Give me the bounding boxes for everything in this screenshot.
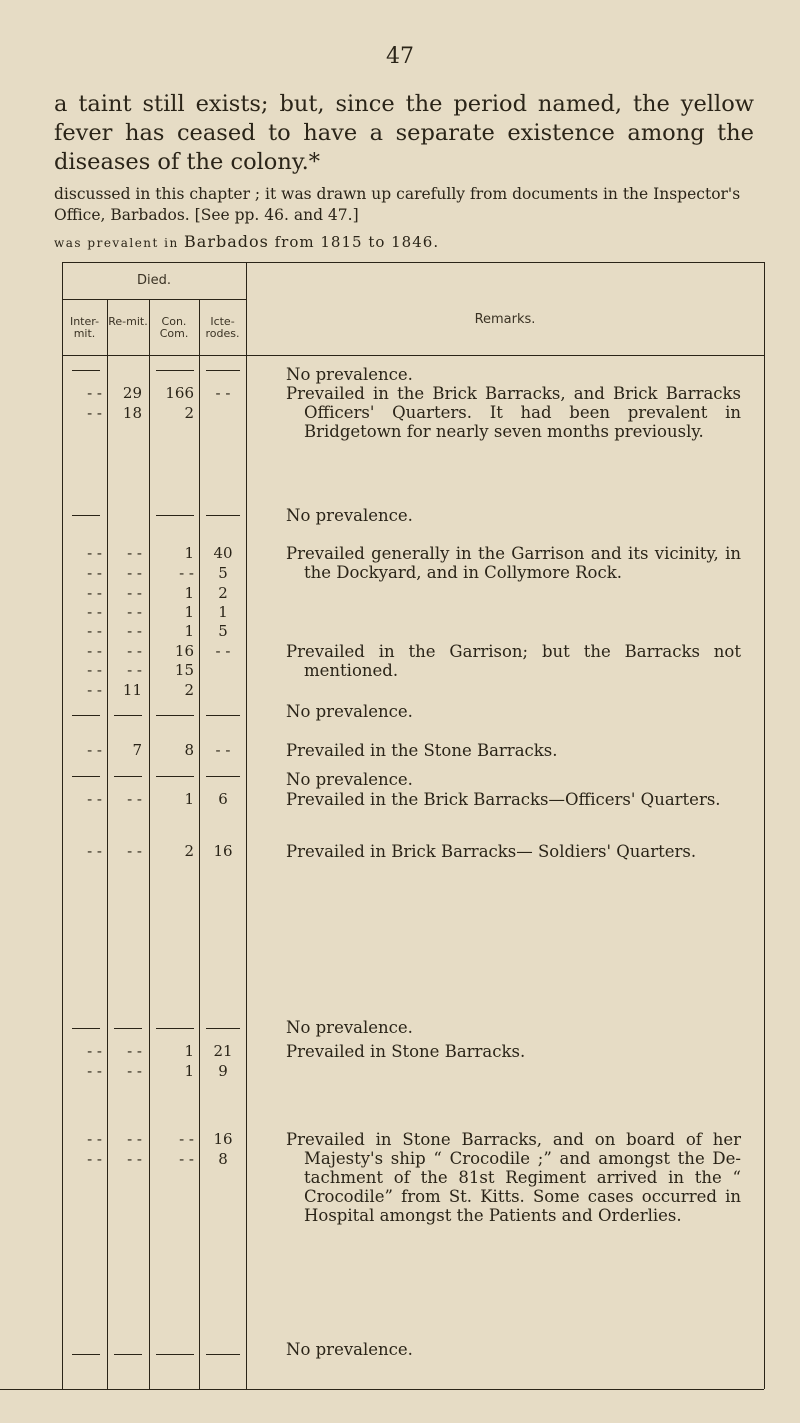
concom-cell: 2 bbox=[184, 404, 194, 422]
sep-dash bbox=[156, 776, 194, 777]
intermit-cell: - - bbox=[87, 603, 102, 621]
remark-text: Prevailed in the Garrison; but the Barracks not mentioned. bbox=[286, 642, 741, 680]
remit-cell: - - bbox=[127, 622, 142, 640]
concom-cell: - - bbox=[179, 1150, 194, 1168]
icterodes-cell: 40 bbox=[213, 544, 233, 562]
sep-dash bbox=[114, 1354, 142, 1355]
died-underline bbox=[62, 299, 246, 300]
intermit-cell: - - bbox=[87, 1130, 102, 1148]
caption-part2: from 1815 to 1846. bbox=[268, 233, 440, 251]
intermit-cell: - - bbox=[87, 1150, 102, 1168]
intermit-cell: - - bbox=[87, 404, 102, 422]
remit-cell: 7 bbox=[132, 741, 142, 759]
icterodes-cell: 6 bbox=[218, 790, 228, 808]
remark-row bbox=[286, 1018, 741, 1037]
sep-dash bbox=[156, 1028, 194, 1029]
sep-dash bbox=[156, 1354, 194, 1355]
col-header-remit: Re-mit. bbox=[108, 315, 148, 328]
sep-dash bbox=[114, 715, 142, 716]
sep-dash bbox=[156, 370, 194, 371]
remark-row bbox=[286, 384, 741, 441]
remark-text: No prevalence. bbox=[286, 365, 413, 384]
remark-row bbox=[286, 544, 741, 582]
remit-cell: - - bbox=[127, 603, 142, 621]
remit-cell: - - bbox=[127, 1042, 142, 1060]
table-top-rule bbox=[62, 262, 764, 263]
concom-cell: 1 bbox=[184, 544, 194, 562]
concom-cell: 2 bbox=[184, 842, 194, 860]
page-number: 47 bbox=[386, 44, 414, 69]
concom-cell: 1 bbox=[184, 1042, 194, 1060]
concom-cell: 16 bbox=[174, 642, 194, 660]
remark-text: Prevailed generally in the Garrison and its vicinity, in the Dockyard, and in Collymore Rock. bbox=[286, 544, 741, 582]
concom-cell: 1 bbox=[184, 790, 194, 808]
concom-cell: - - bbox=[179, 1130, 194, 1148]
icterodes-cell: 2 bbox=[218, 584, 228, 602]
remark-text: Prevailed in Stone Barracks, and on board of her Majesty's ship “ Crocodile ;” and amongst the De-tachment of the 81st Regiment arrived in the “ Crocodile” from St. Kitts. Some cases occurred in Hospital amongst the Patients and Orderlies. bbox=[286, 1130, 741, 1225]
icterodes-cell: 16 bbox=[213, 1130, 233, 1148]
sep-dash bbox=[206, 1028, 240, 1029]
icterodes-cell: - - bbox=[215, 741, 231, 759]
remark-text: No prevalence. bbox=[286, 1018, 413, 1037]
icterodes-cell: 5 bbox=[218, 622, 228, 640]
icterodes-cell: 16 bbox=[213, 842, 233, 860]
remark-row bbox=[286, 506, 741, 525]
concom-cell: 1 bbox=[184, 1062, 194, 1080]
remit-cell: 29 bbox=[122, 384, 142, 402]
sep-dash bbox=[72, 370, 100, 371]
remarks-header: Remarks. bbox=[474, 312, 536, 327]
header-bottom-rule bbox=[62, 355, 764, 356]
remark-text: Prevailed in Brick Barracks— Soldiers' Quarters. bbox=[286, 842, 697, 861]
col-sep-4 bbox=[246, 262, 247, 1389]
sep-dash bbox=[156, 515, 194, 516]
remit-cell: - - bbox=[127, 1062, 142, 1080]
remark-row bbox=[286, 1130, 741, 1225]
footnote: discussed in this chapter ; it was drawn up carefully from documents in the Inspector's Office, Barbados. [See pp. 46. and 47.] bbox=[54, 185, 741, 224]
concom-cell: 2 bbox=[184, 681, 194, 699]
sep-dash bbox=[206, 515, 240, 516]
sep-dash bbox=[72, 515, 100, 516]
icterodes-cell: - - bbox=[215, 642, 231, 660]
remit-cell: - - bbox=[127, 842, 142, 860]
table-right-edge bbox=[764, 262, 765, 1389]
intermit-cell: - - bbox=[87, 790, 102, 808]
intermit-cell: - - bbox=[87, 544, 102, 562]
remark-text: No prevalence. bbox=[286, 1340, 413, 1359]
icterodes-cell: 1 bbox=[218, 603, 228, 621]
remit-cell: - - bbox=[127, 642, 142, 660]
sep-dash bbox=[114, 776, 142, 777]
intermit-cell: - - bbox=[87, 842, 102, 860]
remark-text: No prevalence. bbox=[286, 506, 413, 525]
table-bottom-rule bbox=[0, 1389, 764, 1390]
intermit-cell: - - bbox=[87, 1062, 102, 1080]
concom-cell: 166 bbox=[165, 384, 194, 402]
col-header-intermit: Inter-mit. bbox=[69, 315, 100, 340]
remark-row bbox=[286, 1042, 741, 1061]
intermit-cell: - - bbox=[87, 564, 102, 582]
remit-cell: - - bbox=[127, 564, 142, 582]
concom-cell: 1 bbox=[184, 603, 194, 621]
intermit-cell: - - bbox=[87, 622, 102, 640]
intermit-cell: - - bbox=[87, 661, 102, 679]
remark-text: No prevalence. bbox=[286, 770, 413, 789]
remark-text: No prevalence. bbox=[286, 702, 413, 721]
remark-row bbox=[286, 741, 741, 760]
sep-dash bbox=[72, 1028, 100, 1029]
sep-dash bbox=[114, 1028, 142, 1029]
sep-dash bbox=[72, 715, 100, 716]
remark-text: Prevailed in the Brick Barracks—Officers' Quarters. bbox=[286, 790, 721, 809]
sep-dash bbox=[206, 370, 240, 371]
remark-text: Prevailed in the Stone Barracks. bbox=[286, 741, 558, 760]
sep-dash bbox=[206, 715, 240, 716]
concom-cell: - - bbox=[179, 564, 194, 582]
remit-cell: 11 bbox=[122, 681, 142, 699]
remark-row bbox=[286, 790, 741, 809]
icterodes-cell: 9 bbox=[218, 1062, 228, 1080]
intermit-cell: - - bbox=[87, 1042, 102, 1060]
remark-row bbox=[286, 842, 741, 861]
died-header: Died. bbox=[136, 273, 171, 288]
sep-dash bbox=[206, 1354, 240, 1355]
remit-cell: - - bbox=[127, 584, 142, 602]
icterodes-cell: 8 bbox=[218, 1150, 228, 1168]
concom-cell: 15 bbox=[174, 661, 194, 679]
remark-row bbox=[286, 770, 741, 789]
intermit-cell: - - bbox=[87, 642, 102, 660]
remark-row bbox=[286, 365, 741, 384]
col-header-concom: Con. Com. bbox=[159, 315, 189, 340]
remit-cell: - - bbox=[127, 544, 142, 562]
sep-dash bbox=[156, 715, 194, 716]
caption-place: Barbados bbox=[184, 232, 269, 251]
sep-dash bbox=[206, 776, 240, 777]
remit-cell: - - bbox=[127, 661, 142, 679]
remark-row bbox=[286, 702, 741, 721]
remark-row bbox=[286, 642, 741, 680]
intro-paragraph: a taint still exists; but, since the period named, the yellow fever has ceased to have a separate existence among the diseases of the colony.* bbox=[54, 91, 754, 175]
remark-text: Prevailed in the Brick Barracks, and Brick Barracks Officers' Quarters. It had been prevalent in Bridgetown for nearly seven months previously. bbox=[286, 384, 741, 441]
intermit-cell: - - bbox=[87, 384, 102, 402]
remark-row bbox=[286, 1340, 741, 1359]
col-header-icterodes: Icte-rodes. bbox=[205, 315, 240, 340]
intermit-cell: - - bbox=[87, 584, 102, 602]
caption-part1: was prevalent in bbox=[54, 236, 185, 250]
remit-cell: - - bbox=[127, 1150, 142, 1168]
concom-cell: 1 bbox=[184, 622, 194, 640]
concom-cell: 8 bbox=[184, 741, 194, 759]
remark-text: Prevailed in Stone Barracks. bbox=[286, 1042, 526, 1061]
intermit-cell: - - bbox=[87, 681, 102, 699]
remit-cell: - - bbox=[127, 1130, 142, 1148]
sep-dash bbox=[72, 1354, 100, 1355]
icterodes-cell: 5 bbox=[218, 564, 228, 582]
sep-dash bbox=[72, 776, 100, 777]
remit-cell: 18 bbox=[122, 404, 142, 422]
intermit-cell: - - bbox=[87, 741, 102, 759]
remit-cell: - - bbox=[127, 790, 142, 808]
icterodes-cell: - - bbox=[215, 384, 231, 402]
col-sep-0 bbox=[62, 262, 63, 1389]
concom-cell: 1 bbox=[184, 584, 194, 602]
icterodes-cell: 21 bbox=[213, 1042, 233, 1060]
